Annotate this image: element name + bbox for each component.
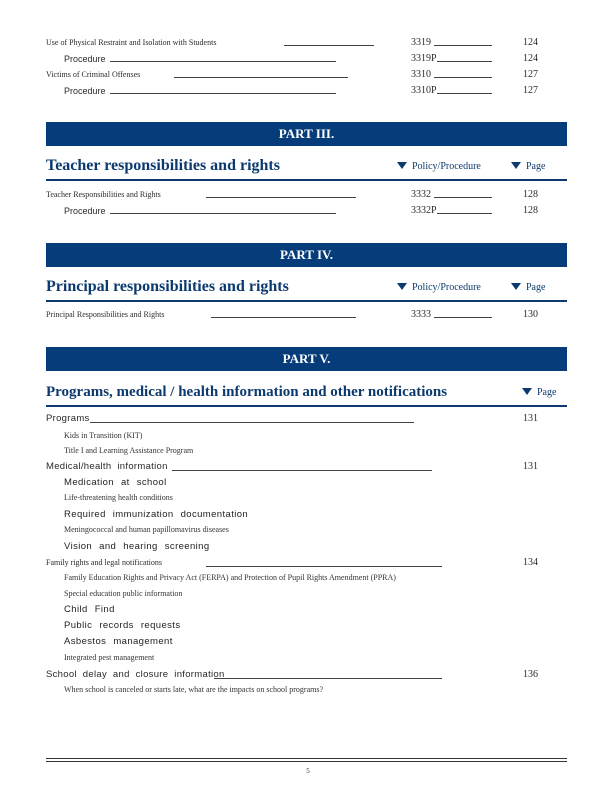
leader-line <box>110 213 336 214</box>
toc-entry[interactable] <box>46 84 548 98</box>
leader-line <box>214 678 442 679</box>
entry-code: 3319P <box>411 53 437 64</box>
column-header-page: Page <box>511 160 545 174</box>
toc-subitem[interactable]: Public records requests <box>64 620 181 631</box>
section-rule <box>46 405 567 407</box>
category-page: 134 <box>523 557 538 568</box>
toc-entry[interactable] <box>46 308 548 322</box>
entry-page: 124 <box>523 37 538 48</box>
section-title: Principal responsibilities and rights <box>46 278 289 295</box>
category-title: School delay and closure information <box>46 669 225 680</box>
leader-line <box>211 317 356 318</box>
footer-rule <box>46 758 567 759</box>
section-title: Teacher responsibilities and rights <box>46 157 280 174</box>
toc-category[interactable] <box>46 668 548 682</box>
toc-category[interactable] <box>46 460 548 474</box>
entry-code: 3332P <box>411 205 437 216</box>
footer-rule <box>46 761 567 762</box>
triangle-down-icon <box>511 283 521 290</box>
leader-line <box>437 93 492 94</box>
triangle-down-icon <box>397 162 407 169</box>
toc-subitem[interactable]: Vision and hearing screening <box>64 541 210 552</box>
category-page: 131 <box>523 413 538 424</box>
entry-page: 128 <box>523 189 538 200</box>
leader-line <box>90 422 414 423</box>
entry-page: 130 <box>523 309 538 320</box>
toc-subitem[interactable]: Family Education Rights and Privacy Act (FERPA) and Protection of Pupil Rights Amendment (PPRA) <box>64 573 396 582</box>
toc-subitem[interactable]: Life-threatening health conditions <box>64 493 173 502</box>
leader-line <box>206 566 442 567</box>
category-title: Programs <box>46 413 90 424</box>
entry-title: Procedure <box>64 54 106 64</box>
category-page: 136 <box>523 669 538 680</box>
column-header-policy: Policy/Procedure <box>397 281 481 295</box>
entry-code: 3332 <box>411 189 431 200</box>
column-header-page: Page <box>511 281 545 295</box>
leader-line <box>284 45 374 46</box>
toc-subitem[interactable]: Medication at school <box>64 477 167 488</box>
leader-line <box>434 317 492 318</box>
leader-line <box>110 93 336 94</box>
leader-line <box>437 213 492 214</box>
toc-category[interactable] <box>46 556 548 570</box>
column-header-page: Page <box>522 386 556 400</box>
entry-page: 127 <box>523 69 538 80</box>
entry-code: 3319 <box>411 37 431 48</box>
toc-entry[interactable] <box>46 52 548 66</box>
toc-subitem[interactable]: Asbestos management <box>64 636 173 647</box>
category-title: Family rights and legal notifications <box>46 558 162 567</box>
entry-page: 128 <box>523 205 538 216</box>
entry-title: Use of Physical Restraint and Isolation with Students <box>46 38 217 47</box>
section-rule <box>46 179 567 181</box>
leader-line <box>174 77 348 78</box>
entry-page: 124 <box>523 53 538 64</box>
entry-title: Procedure <box>64 86 106 96</box>
toc-category[interactable] <box>46 412 548 426</box>
toc-subitem[interactable]: When school is canceled or starts late, what are the impacts on school programs? <box>64 685 324 694</box>
entry-title: Teacher Responsibilities and Rights <box>46 190 161 199</box>
toc-subitem[interactable]: Meningococcal and human papillomavirus diseases <box>64 525 229 534</box>
toc-subitem[interactable]: Child Find <box>64 604 115 615</box>
entry-code: 3310P <box>411 85 437 96</box>
toc-entry[interactable] <box>46 68 548 82</box>
category-title: Medical/health information <box>46 461 168 472</box>
triangle-down-icon <box>397 283 407 290</box>
entry-code: 3333 <box>411 309 431 320</box>
leader-line <box>172 470 432 471</box>
entry-title: Victims of Criminal Offenses <box>46 70 141 79</box>
toc-subitem[interactable]: Kids in Transition (KIT) <box>64 431 143 440</box>
toc-entry[interactable] <box>46 204 548 218</box>
leader-line <box>434 45 492 46</box>
entry-title: Principal Responsibilities and Rights <box>46 310 165 319</box>
leader-line <box>110 61 336 62</box>
toc-entry[interactable] <box>46 36 548 50</box>
entry-title: Procedure <box>64 206 106 216</box>
part-banner: PART IV. <box>46 243 567 267</box>
entry-page: 127 <box>523 85 538 96</box>
leader-line <box>434 77 492 78</box>
toc-subitem[interactable]: Title I and Learning Assistance Program <box>64 446 194 455</box>
column-header-policy: Policy/Procedure <box>397 160 481 174</box>
page-number: 5 <box>306 767 310 775</box>
toc-entry[interactable] <box>46 188 548 202</box>
section-rule <box>46 300 567 302</box>
part-banner: PART III. <box>46 122 567 146</box>
triangle-down-icon <box>522 388 532 395</box>
leader-line <box>437 61 492 62</box>
entry-code: 3310 <box>411 69 431 80</box>
toc-subitem[interactable]: Integrated pest management <box>64 653 155 662</box>
leader-line <box>434 197 492 198</box>
category-page: 131 <box>523 461 538 472</box>
leader-line <box>206 197 356 198</box>
toc-subitem[interactable]: Special education public information <box>64 589 183 598</box>
toc-subitem[interactable]: Required immunization documentation <box>64 509 249 520</box>
part-banner: PART V. <box>46 347 567 371</box>
triangle-down-icon <box>511 162 521 169</box>
section-title: Programs, medical / health information and other notifications <box>46 384 448 400</box>
